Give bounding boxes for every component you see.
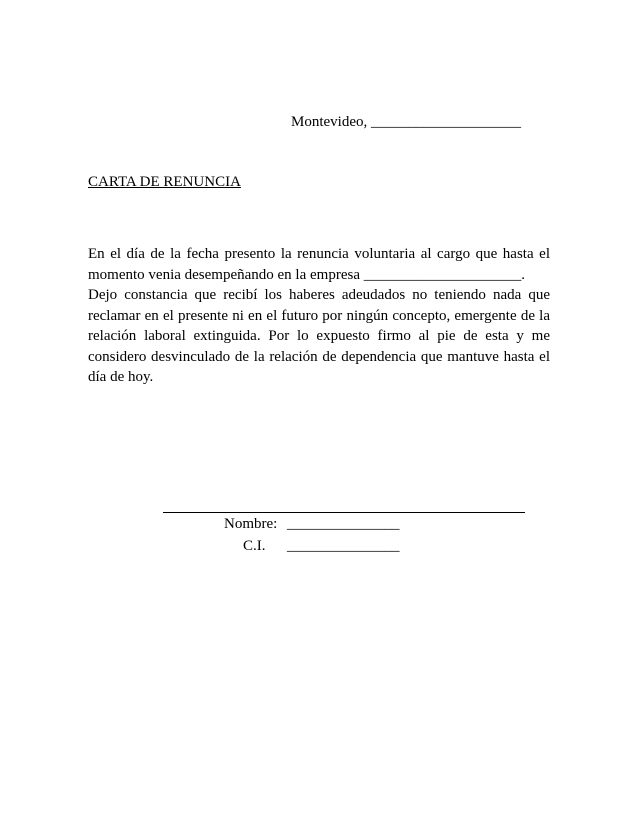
ci-label: C.I.: [243, 538, 266, 554]
letter-title: CARTA DE RENUNCIA: [88, 174, 241, 190]
place-date-line: Montevideo, ____________________: [291, 114, 521, 130]
name-label: Nombre:: [224, 516, 278, 532]
body-paragraph-resignation: En el día de la fecha presento la renuncia voluntaria al cargo que hasta el momento venia desempeñando en la empresa _____________________.: [88, 246, 550, 283]
ci-blank: _______________: [287, 538, 400, 554]
letter-body: [88, 244, 550, 388]
signature-line: [163, 512, 525, 513]
body-paragraph-declaration: Dejo constancia que recibí los haberes adeudados no teniendo nada que reclamar en el presente ni en el futuro por ningún concepto, emergente de la relación laboral extinguida. Por lo expuesto firmo al pie de esta y me considero desvinculado de la relación de dependencia que mantuve hasta el día de hoy.: [88, 287, 550, 385]
name-blank: _______________: [287, 516, 400, 532]
